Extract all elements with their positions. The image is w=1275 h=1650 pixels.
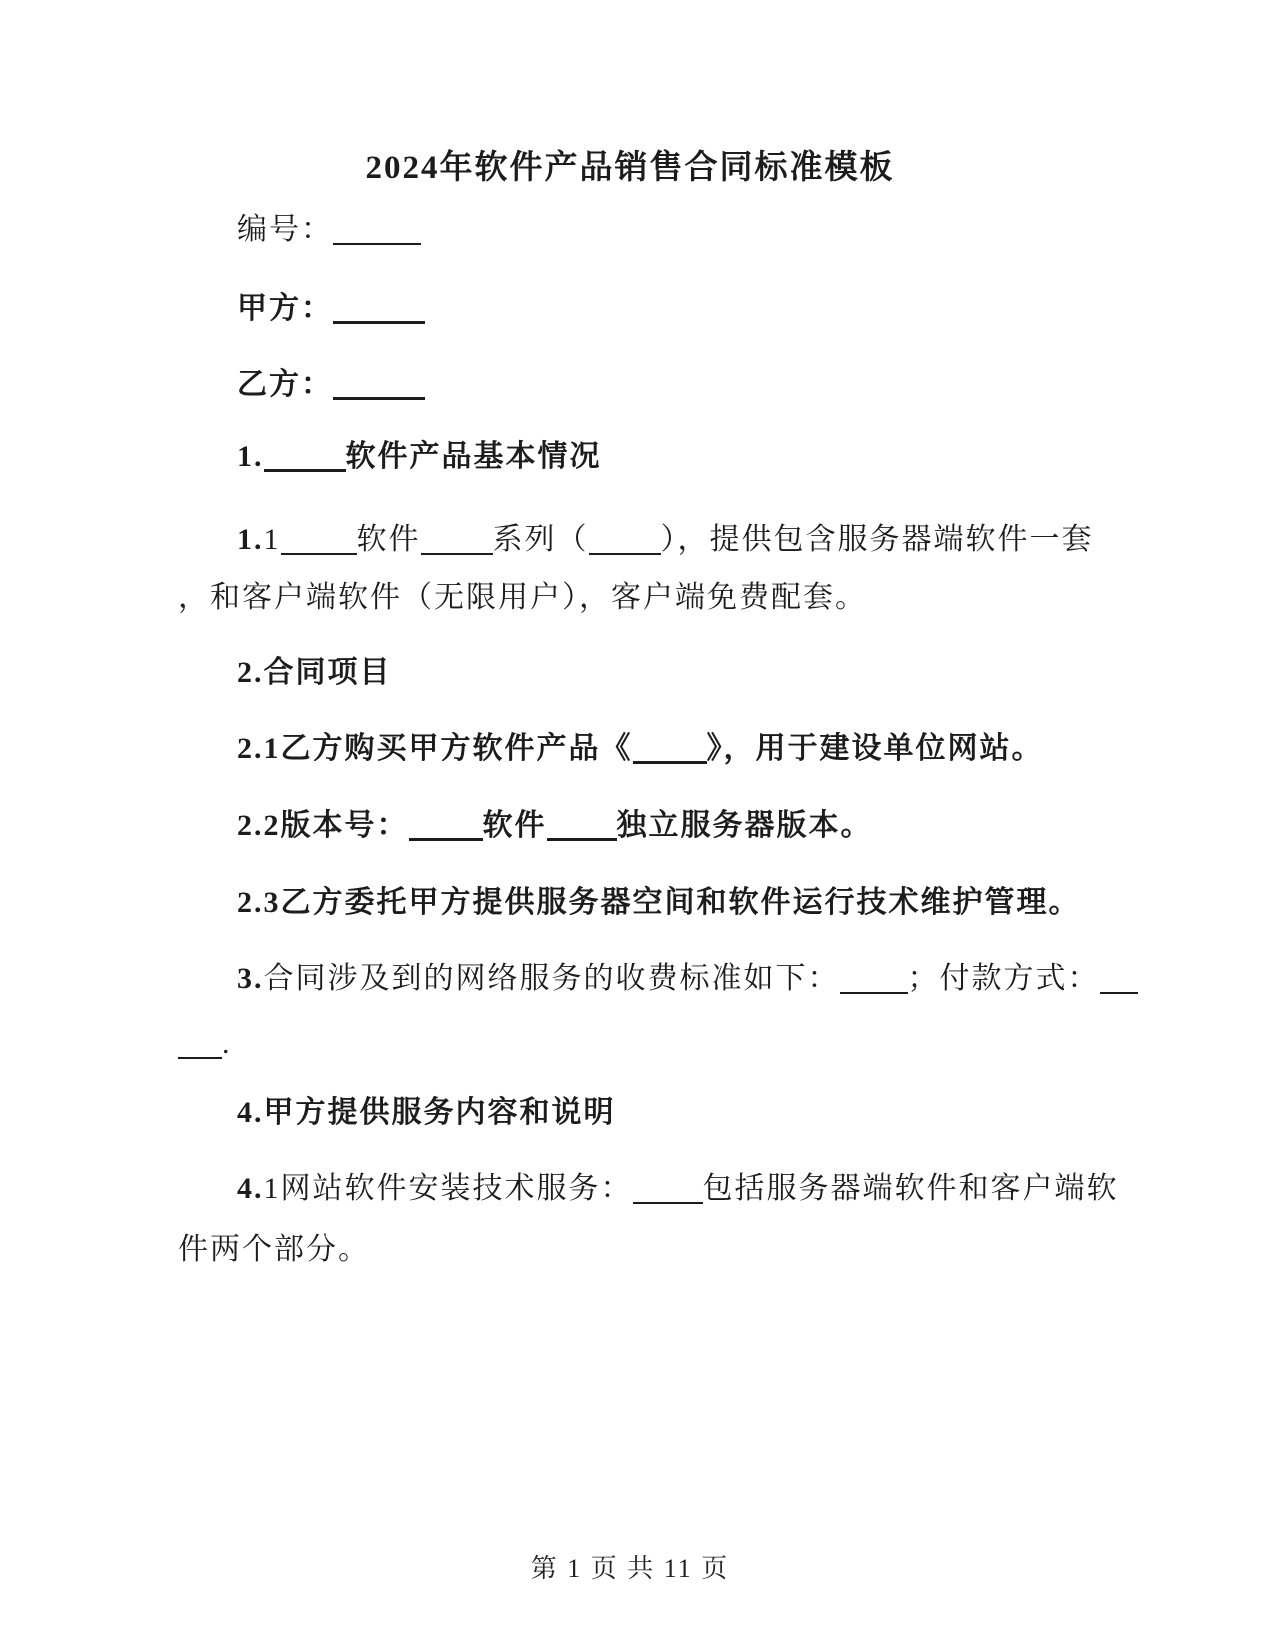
section-2-heading <box>237 655 392 691</box>
paragraph-1-1-text-4: ，和客户端软件（无限用户），客户端免费配套。 <box>178 581 867 614</box>
paragraph-3-line-2 <box>178 1026 232 1062</box>
section-4-number: 4. <box>237 1096 264 1129</box>
paragraph-2-2-text-3: 独立服务器版本。 <box>616 809 873 842</box>
party-a-label: 甲方： <box>237 292 333 325</box>
party-a-blank-field <box>333 319 425 324</box>
paragraph-2-1-text-2: 》，用于建设单位网站。 <box>706 732 1044 765</box>
section-4-title: 甲方提供服务内容和说明 <box>263 1096 616 1129</box>
paragraph-2-1-blank <box>633 759 707 764</box>
paragraph-2-2 <box>237 808 873 844</box>
paragraph-3-number: 3. <box>237 962 264 995</box>
paragraph-4-1-line-2 <box>178 1232 370 1268</box>
field-row-number <box>237 212 421 248</box>
paragraph-2-2-blank-2 <box>547 836 617 841</box>
paragraph-4-1-text-3: 件两个部分。 <box>178 1233 370 1266</box>
page-number-indicator: 第 1 页 共 11 页 <box>530 1554 730 1583</box>
paragraph-1-1-subnumber: 1 <box>263 523 281 556</box>
paragraph-2-2-blank-1 <box>409 836 483 841</box>
paragraph-3-blank-2 <box>1100 990 1138 994</box>
paragraph-1-1-blank-3 <box>589 551 661 555</box>
section-1-heading <box>237 439 602 475</box>
paragraph-1-1-text-3: ），提供包含服务器端软件一套 <box>660 523 1094 556</box>
section-2-title: 2.合同项目 <box>237 656 392 689</box>
paragraph-3-blank-3 <box>178 1055 222 1059</box>
paragraph-1-1-text-1: 软件 <box>356 523 421 556</box>
paragraph-1-1-blank-1 <box>281 551 357 555</box>
paragraph-4-1-line-1 <box>237 1171 1119 1207</box>
field-row-party-a <box>237 291 425 327</box>
number-blank-field <box>333 241 421 245</box>
number-label: 编号： <box>237 213 333 246</box>
party-b-blank-field <box>333 395 425 400</box>
paragraph-3-blank-1 <box>840 990 908 994</box>
paragraph-2-2-text-2: 软件 <box>482 809 547 842</box>
section-1-blank-field <box>264 467 346 472</box>
paragraph-2-3 <box>237 885 1081 921</box>
paragraph-2-2-text-1: 2.2版本号： <box>237 809 409 842</box>
paragraph-4-1-number: 4. <box>237 1172 264 1205</box>
section-1-number: 1. <box>237 440 264 473</box>
section-4-heading <box>237 1095 616 1131</box>
paragraph-3-text-3: . <box>222 1027 232 1060</box>
paragraph-1-1-line-1 <box>237 522 1094 558</box>
paragraph-1-1-number: 1. <box>237 523 264 556</box>
paragraph-1-1-blank-2 <box>421 551 493 555</box>
party-b-label: 乙方： <box>237 368 333 401</box>
paragraph-2-1-text-1: 2.1乙方购买甲方软件产品《 <box>237 732 633 765</box>
paragraph-3-text-2: ；付款方式： <box>907 962 1100 995</box>
paragraph-4-1-text-2: 包括服务器端软件和客户端软 <box>702 1172 1119 1205</box>
paragraph-2-3-text: 2.3乙方委托甲方提供服务器空间和软件运行技术维护管理。 <box>237 886 1081 919</box>
paragraph-1-1-line-2 <box>178 580 867 616</box>
paragraph-1-1-text-2: 系列（ <box>492 523 589 556</box>
section-1-title: 软件产品基本情况 <box>345 440 602 473</box>
paragraph-3-text-1: 合同涉及到的网络服务的收费标准如下： <box>263 962 840 995</box>
paragraph-4-1-text-1: 1网站软件安装技术服务： <box>263 1172 633 1205</box>
field-row-party-b <box>237 367 425 403</box>
paragraph-3-line-1 <box>237 961 1138 997</box>
paragraph-4-1-blank <box>633 1200 703 1204</box>
paragraph-2-1 <box>237 731 1044 767</box>
document-title: 2024年软件产品销售合同标准模板 <box>365 150 895 186</box>
